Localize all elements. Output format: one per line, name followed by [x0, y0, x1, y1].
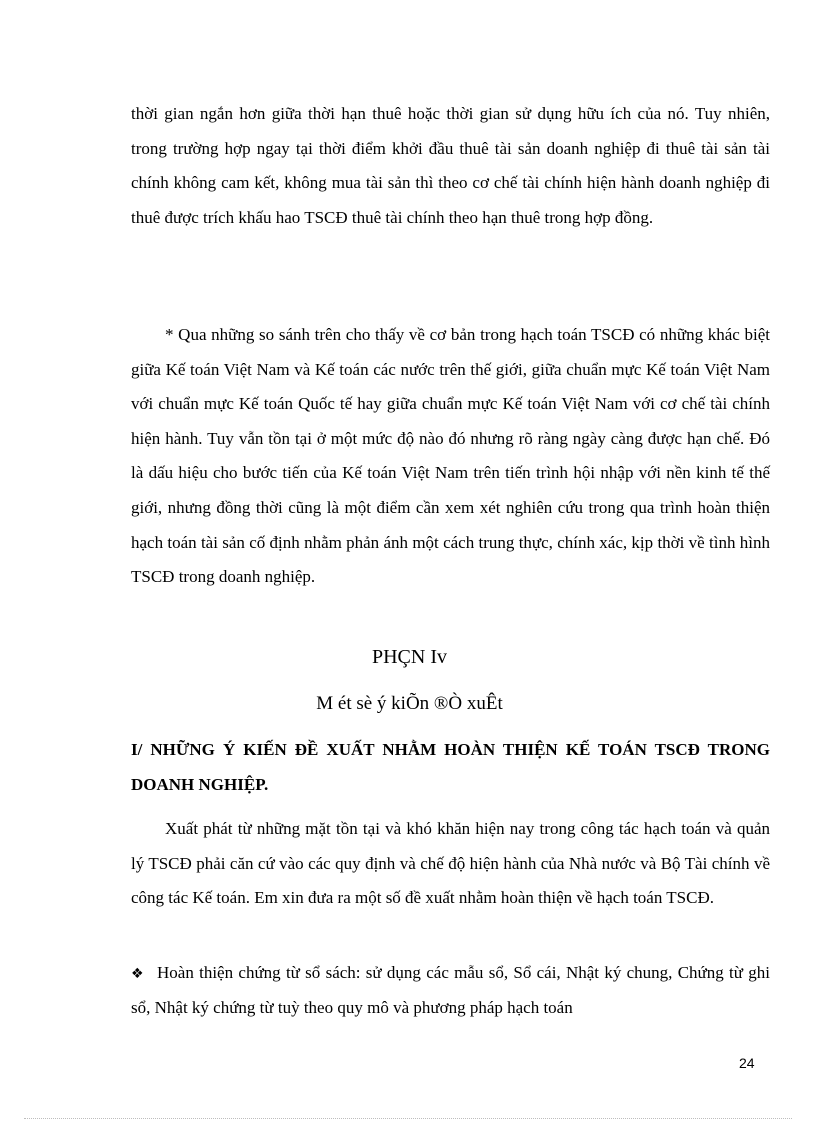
paragraph-text: * Qua những so sánh trên cho thấy về cơ bản trong hạch toán TSCĐ có những khác biệt giữa Kế toán Việt Nam và Kế toán các nước trên thế giới, giữa chuẩn mực Kế toán Việt Nam với chuẩn mực Kế toán Quốc tế hay giữa chuẩn mực Kế toán Việt Nam với cơ chế tài chính hiện hành. Tuy vẫn tồn tại ở một mức độ nào đó nhưng rõ ràng ngày càng được hạn chế. Đó là dấu hiệu cho bước tiến của Kế toán Việt Nam trên tiến trình hội nhập với nền kinh tế thế giới, nhưng đồng thời cũng là một điểm cần xem xét nghiên cứu trong qua trình hoàn thiện hạch toán tài sản cố định nhằm phản ánh một cách trung thực, chính xác, kịp thời về tình hình TSCĐ trong doanh nghiệp. [131, 325, 770, 587]
bullet-text: Hoàn thiện chứng từ sổ sách: sử dụng các mẫu sổ, Sổ cái, Nhật ký chung, Chứng từ ghi sổ, Nhật ký chứng từ tuỳ theo quy mô và phương pháp hạch toán [131, 963, 770, 1017]
page-number: 24 [739, 1055, 755, 1071]
part-heading: PHÇN Iv [371, 646, 447, 668]
page-bottom-divider [24, 1118, 792, 1119]
section-title-block [131, 733, 770, 802]
diamond-star-bullet-icon: ❖ [131, 966, 144, 982]
paragraph-comparison-summary [131, 318, 770, 595]
paragraph-proposal-intro [131, 812, 770, 916]
part-subheading: M ét sè ý kiÕn ®Ò xuÊt [316, 693, 503, 714]
paragraph-lease-depreciation [131, 97, 770, 235]
paragraph-text: Xuất phát từ những mặt tồn tại và khó khăn hiện nay trong công tác hạch toán và quản lý TSCĐ phải căn cứ vào các quy định và chế độ hiện hành của Nhà nước và Bộ Tài chính về công tác Kế toán. Em xin đưa ra một số đề xuất nhằm hoàn thiện về hạch toán TSCĐ. [131, 819, 770, 908]
paragraph-text: thời gian ngắn hơn giữa thời hạn thuê hoặc thời gian sử dụng hữu ích của nó. Tuy nhiên, trong trường hợp ngay tại thời điểm khởi đầu thuê tài sản doanh nghiệp đi thuê tài sản tài chính không cam kết, không mua tài sản thì theo cơ chế tài chính hiện hành doanh nghiệp đi thuê được trích khấu hao TSCĐ thuê tài chính theo hạn thuê trong hợp đồng. [131, 104, 770, 227]
bullet-paragraph [131, 956, 770, 1025]
bullet-item [131, 956, 770, 1025]
section-title: I/ NHỮNG Ý KIẾN ĐỀ XUẤT NHẰM HOÀN THIỆN KẾ TOÁN TSCĐ TRONG DOANH NGHIỆP. [131, 740, 770, 794]
